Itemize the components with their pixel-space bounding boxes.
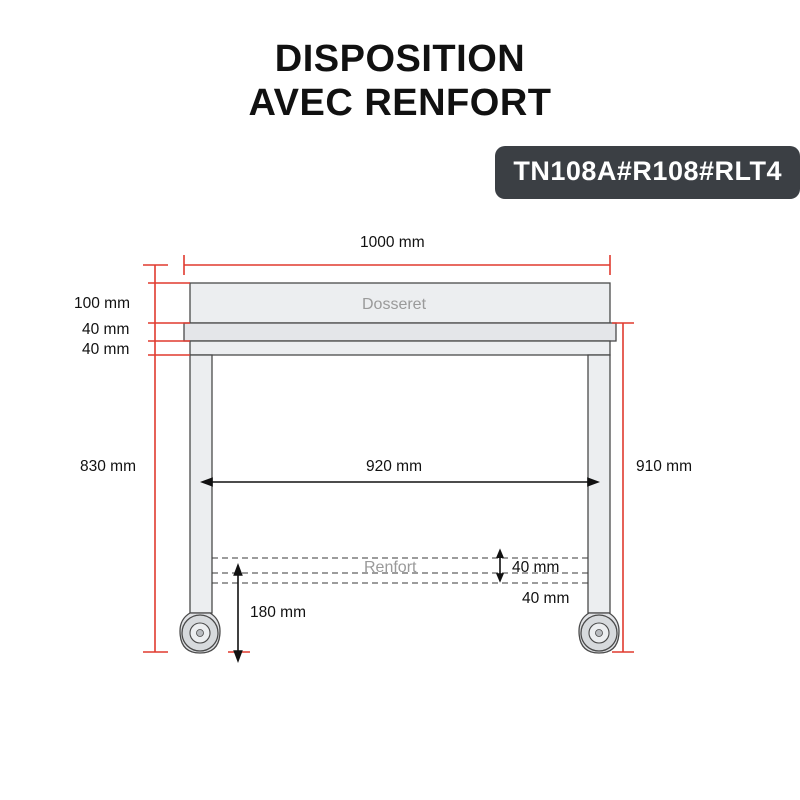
dimension-leg-height: 830 mm: [80, 458, 136, 475]
dimension-reinforcement-thickness: 40 mm: [512, 559, 560, 576]
reinforcement-label: Renfort: [364, 559, 417, 576]
dimension-backsplash-height: 100 mm: [74, 295, 130, 312]
backsplash-label: Dosseret: [362, 296, 427, 313]
reference-badge: TN108A#R108#RLT4: [495, 146, 800, 199]
dimension-top-thickness-1: 40 mm: [82, 321, 130, 338]
dimension-top-thickness-2: 40 mm: [82, 341, 130, 358]
title-line-1: DISPOSITION: [274, 38, 526, 80]
dimension-inner-width: 920 mm: [366, 458, 422, 475]
dimension-reinforcement-width: 40 mm: [522, 590, 570, 607]
dimension-total-height: 910 mm: [636, 458, 692, 475]
dimension-caster-height: 180 mm: [250, 604, 306, 621]
title-line-2: AVEC RENFORT: [248, 81, 552, 124]
dimension-width-top: 1000 mm: [360, 234, 425, 251]
